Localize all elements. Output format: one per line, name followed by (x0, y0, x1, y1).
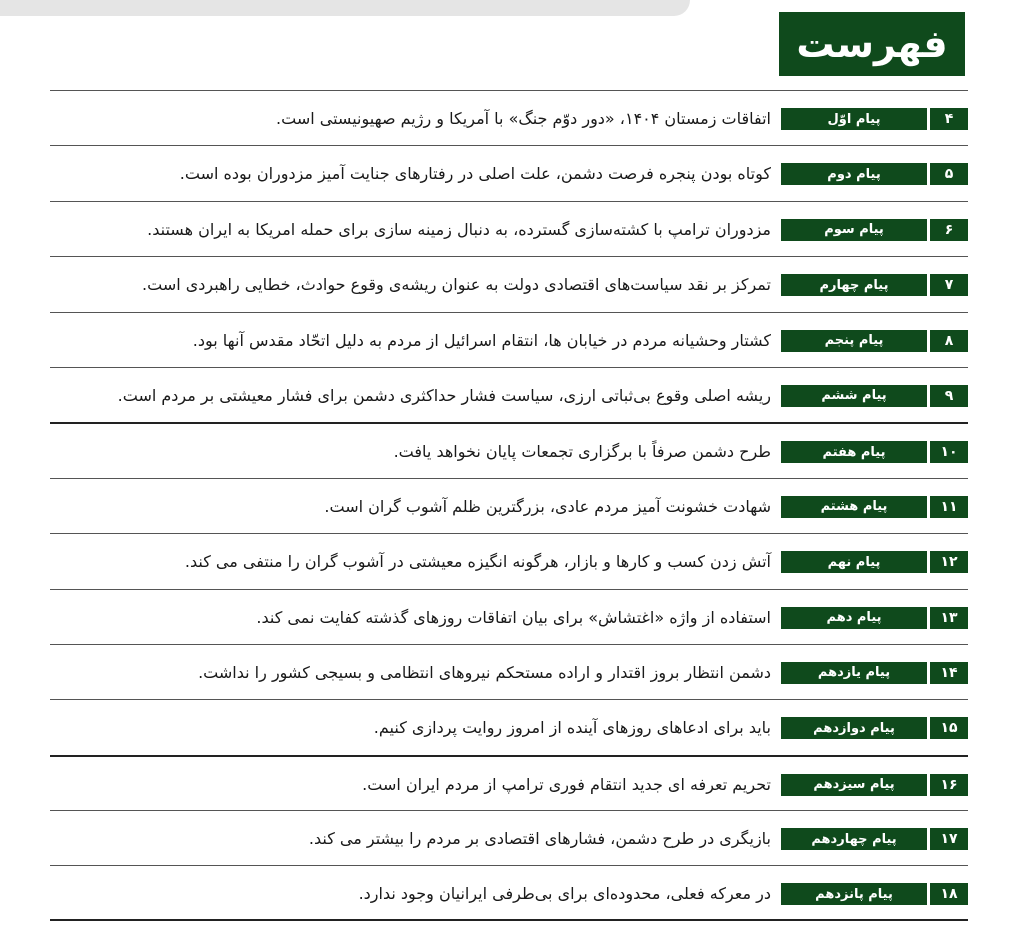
toc-row[interactable] (50, 644, 968, 699)
message-label: پیام پانزدهم (781, 883, 927, 905)
message-label: پیام دهم (781, 607, 927, 629)
message-label: پیام سیزدهم (781, 774, 927, 796)
page-number-badge: ۵ (930, 163, 968, 185)
message-title: شهادت خشونت آمیز مردم عادی، بزرگترین ظلم آشوب گران است. (324, 496, 771, 516)
message-label: پیام چهاردهم (781, 828, 927, 850)
toc-row[interactable] (50, 422, 968, 477)
message-label: پیام هفتم (781, 441, 927, 463)
message-title: کشتار وحشیانه مردم در خیابان ها، انتقام اسرائیل از مردم به دلیل اتحّاد مقدس آنها بود. (192, 330, 771, 350)
page-number-badge: ۹ (930, 385, 968, 407)
page-number-badge: ۱۸ (930, 883, 968, 905)
page-number-badge: ۱۶ (930, 774, 968, 796)
page-number-badge: ۱۵ (930, 717, 968, 739)
toc-row[interactable] (50, 699, 968, 754)
toc-row[interactable] (50, 367, 968, 422)
message-label: پیام هشتم (781, 496, 927, 518)
toc-row[interactable] (50, 865, 968, 920)
message-label: پیام نهم (781, 551, 927, 573)
page-number-badge: ۱۳ (930, 607, 968, 629)
page-number-badge: ۱۲ (930, 551, 968, 573)
message-label: پیام دوازدهم (781, 717, 927, 739)
toc-row[interactable] (50, 145, 968, 200)
message-label: پیام اوّل (781, 108, 927, 130)
message-title: طرح دشمن صرفاً با برگزاری تجمعات پایان نخواهد یافت. (393, 442, 771, 462)
toc-row[interactable] (50, 589, 968, 644)
toc-row[interactable] (50, 755, 968, 810)
message-title: ریشه اصلی وقوع بی‌ثباتی ارزی، سیاست فشار حداکثری دشمن برای فشار معیشتی بر مردم است. (117, 385, 771, 405)
page-number-badge: ۸ (930, 330, 968, 352)
message-title: اتفاقات زمستان ۱۴۰۴، «دور دوّم جنگ» با آمریکا و رژیم صهیونیستی است. (276, 109, 771, 128)
message-label: پیام ششم (781, 385, 927, 407)
page-number-badge: ۱۰ (930, 441, 968, 463)
message-label: پیام سوم (781, 219, 927, 241)
message-title: بازیگری در طرح دشمن، فشارهای اقتصادی بر مردم را بیشتر می کند. (308, 829, 771, 849)
toc-row[interactable] (50, 256, 968, 311)
message-title: باید برای ادعاهای روزهای آینده از امروز روایت پردازی کنیم. (373, 718, 771, 738)
message-title: در معرکه فعلی، محدوده‌ای برای بی‌طرفی ایرانیان وجود ندارد. (358, 884, 771, 904)
toc-row[interactable] (50, 90, 968, 145)
top-decorative-tab (0, 0, 690, 16)
table-of-contents (50, 90, 968, 921)
message-label: پیام یازدهم (781, 662, 927, 684)
page-number-badge: ۴ (930, 108, 968, 130)
page-number-badge: ۶ (930, 219, 968, 241)
page-number-badge: ۱۷ (930, 828, 968, 850)
message-title: مزدوران ترامپ با کشته‌سازی گسترده، به دنبال زمینه سازی برای حمله امریکا به ایران هستند. (147, 219, 771, 239)
page-number-badge: ۱۱ (930, 496, 968, 518)
page-title: فهرست (779, 12, 965, 76)
toc-row[interactable] (50, 810, 968, 865)
message-title: دشمن انتظار بروز اقتدار و اراده مستحکم نیروهای انتظامی و بسیجی کشور را نداشت. (198, 662, 771, 682)
message-title: آتش زدن کسب و کارها و بازار، هرگونه انگیزه معیشتی در آشوب گران را منتفی می کند. (184, 552, 771, 572)
page-number-badge: ۷ (930, 274, 968, 296)
toc-row[interactable] (50, 201, 968, 256)
message-title: کوتاه بودن پنجره فرصت دشمن، علت اصلی در رفتارهای جنایت آمیز مزدوران بوده است. (179, 164, 771, 184)
message-label: پیام پنجم (781, 330, 927, 352)
toc-row[interactable] (50, 312, 968, 367)
toc-row[interactable] (50, 478, 968, 533)
message-title: تحریم تعرفه ای جدید انتقام فوری ترامپ از مردم ایران است. (362, 774, 771, 794)
message-title: تمرکز بر نقد سیاست‌های اقتصادی دولت به عنوان ریشه‌ی وقوع حوادث، خطایی راهبردی است. (142, 275, 771, 295)
toc-row[interactable] (50, 533, 968, 588)
message-label: پیام دوم (781, 163, 927, 185)
page-number-badge: ۱۴ (930, 662, 968, 684)
message-title: استفاده از واژه «اغتشاش» برای بیان اتفاقات روزهای گذشته کفایت نمی کند. (256, 607, 771, 627)
message-label: پیام چهارم (781, 274, 927, 296)
